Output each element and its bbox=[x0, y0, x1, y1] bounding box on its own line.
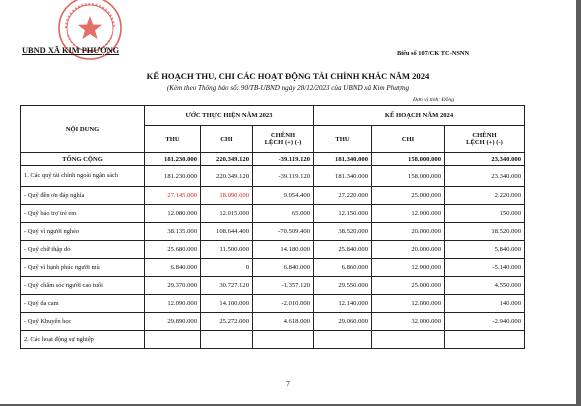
header-chenh-2024: CHÊNH LỆCH (+) (-) bbox=[445, 126, 525, 153]
cell-chenh-2024: 5.840.000 bbox=[445, 241, 525, 259]
cell-chi-2023: 0 bbox=[201, 259, 253, 277]
table-row bbox=[21, 223, 525, 241]
header-content: NỘI DUNG bbox=[21, 106, 145, 153]
header-chenh-2023: CHÊNH LỆCH (+) (-) bbox=[253, 126, 314, 153]
cell-chi-2023: 220.349.120 bbox=[201, 153, 253, 166]
header-chi-2023: CHI bbox=[201, 126, 253, 153]
cell-thu-2024 bbox=[314, 331, 372, 349]
cell-chenh-2024: 18.520.000 bbox=[445, 223, 525, 241]
cell-chi-2023: 18.090.600 bbox=[201, 187, 253, 205]
cell-chi-2024: 20.000.000 bbox=[372, 241, 445, 259]
cell-thu-2023: 12.090.000 bbox=[145, 295, 201, 313]
cell-chi-2023: 11.500.000 bbox=[201, 241, 253, 259]
cell-chi-2023: 30.727.120 bbox=[201, 277, 253, 295]
row-label: TỔNG CỘNG bbox=[21, 153, 145, 166]
cell-thu-2024: 29.060.000 bbox=[314, 313, 372, 331]
cell-chenh-2024: 4.550.000 bbox=[445, 277, 525, 295]
table-row bbox=[21, 331, 525, 349]
cell-chi-2023: 14.100.000 bbox=[201, 295, 253, 313]
cell-chenh-2023: -1.357.120 bbox=[253, 277, 314, 295]
header-estimate-2023: ƯỚC THỰC HIỆN NĂM 2023 bbox=[145, 106, 314, 126]
cell-chenh-2023: -39.119.120 bbox=[253, 166, 314, 187]
row-label: - Quỹ bảo trợ trẻ em bbox=[21, 205, 145, 223]
cell-chi-2023: 220.349.120 bbox=[201, 166, 253, 187]
cell-thu-2024: 181.340.000 bbox=[314, 166, 372, 187]
cell-thu-2023: 27.145.000 bbox=[145, 187, 201, 205]
cell-chenh-2023: 6.840.000 bbox=[253, 259, 314, 277]
cell-chenh-2023: -70.509.400 bbox=[253, 223, 314, 241]
cell-chi-2023: 12.015.000 bbox=[201, 205, 253, 223]
cell-thu-2024: 12.140.000 bbox=[314, 295, 372, 313]
cell-chenh-2023: -2.010.000 bbox=[253, 295, 314, 313]
cell-chi-2024: 158.000.000 bbox=[372, 153, 445, 166]
cell-chenh-2024: 140.000 bbox=[445, 295, 525, 313]
page-number: 7 bbox=[286, 379, 290, 388]
table-row bbox=[21, 259, 525, 277]
cell-chenh-2024 bbox=[445, 331, 525, 349]
table-row bbox=[21, 153, 525, 166]
page-title: KẾ HOẠCH THU, CHI CÁC HOẠT ĐỘNG TÀI CHÍNH KHÁC NĂM 2024 bbox=[146, 71, 430, 81]
cell-chenh-2023: 65.000 bbox=[253, 205, 314, 223]
cell-thu-2024: 38.520.000 bbox=[314, 223, 372, 241]
cell-chenh-2023: 14.180.000 bbox=[253, 241, 314, 259]
cell-chi-2023 bbox=[201, 331, 253, 349]
cell-thu-2023 bbox=[145, 331, 201, 349]
cell-chenh-2024: 23.340.000 bbox=[445, 166, 525, 187]
row-label: - Quỹ Khuyến học bbox=[21, 313, 145, 331]
viewer-edge-right bbox=[576, 0, 581, 406]
cell-chenh-2023: 4.618.000 bbox=[253, 313, 314, 331]
table-row bbox=[21, 205, 525, 223]
cell-chi-2024: 25.000.000 bbox=[372, 277, 445, 295]
cell-chi-2024: 12.000.000 bbox=[372, 259, 445, 277]
cell-chenh-2023: -39.119.120 bbox=[253, 153, 314, 166]
form-code: Biểu số 107/CK TC-NSNN bbox=[397, 50, 470, 57]
cell-chenh-2023 bbox=[253, 331, 314, 349]
cell-thu-2024: 27.220.000 bbox=[314, 187, 372, 205]
header-chi-2024: CHI bbox=[372, 126, 445, 153]
cell-thu-2024: 12.150.000 bbox=[314, 205, 372, 223]
cell-thu-2023: 29.370.000 bbox=[145, 277, 201, 295]
finance-table bbox=[20, 105, 525, 349]
table-row bbox=[21, 241, 525, 259]
cell-chi-2024: 25.000.000 bbox=[372, 187, 445, 205]
row-label: - Quỹ vì người nghèo bbox=[21, 223, 145, 241]
cell-thu-2023: 12.080.000 bbox=[145, 205, 201, 223]
header-thu-2024: THU bbox=[314, 126, 372, 153]
cell-chi-2024: 158.000.000 bbox=[372, 166, 445, 187]
cell-thu-2023: 6.840.000 bbox=[145, 259, 201, 277]
table-row bbox=[21, 166, 525, 187]
unit-note: Đơn vị tính: Đồng bbox=[412, 97, 454, 103]
cell-chi-2024: 32.000.000 bbox=[372, 313, 445, 331]
cell-chi-2023: 108.644.400 bbox=[201, 223, 253, 241]
cell-thu-2023: 29.890.000 bbox=[145, 313, 201, 331]
cell-chenh-2024: 2.220.000 bbox=[445, 187, 525, 205]
table-row bbox=[21, 295, 525, 313]
cell-thu-2024: 25.840.000 bbox=[314, 241, 372, 259]
table-row bbox=[21, 187, 525, 205]
cell-thu-2024: 29.550.000 bbox=[314, 277, 372, 295]
row-label: - Quỹ chăm sóc người cao tuổi bbox=[21, 277, 145, 295]
cell-chenh-2024: -2.940.000 bbox=[445, 313, 525, 331]
cell-thu-2023: 181.230.000 bbox=[145, 153, 201, 166]
cell-chi-2024: 20.000.000 bbox=[372, 223, 445, 241]
cell-chi-2024: 12.000.000 bbox=[372, 205, 445, 223]
row-label: 1. Các quỹ tài chính ngoài ngân sách bbox=[21, 166, 145, 187]
cell-chi-2023: 25.272.000 bbox=[201, 313, 253, 331]
cell-thu-2024: 6.860.000 bbox=[314, 259, 372, 277]
cell-chenh-2024: 150.000 bbox=[445, 205, 525, 223]
header-thu-2023: THU bbox=[145, 126, 201, 153]
cell-thu-2023: 38.135.000 bbox=[145, 223, 201, 241]
cell-chenh-2023: 9.054.400 bbox=[253, 187, 314, 205]
header-plan-2024: KẾ HOẠCH NĂM 2024 bbox=[314, 106, 525, 126]
row-label: - Quỹ chữ thập đỏ bbox=[21, 241, 145, 259]
cell-chi-2024: 12.000.000 bbox=[372, 295, 445, 313]
row-label: - Quỹ da cam bbox=[21, 295, 145, 313]
row-label: 2. Các hoạt động sự nghiệp bbox=[21, 331, 145, 349]
cell-thu-2023: 25.680.000 bbox=[145, 241, 201, 259]
cell-chenh-2024: 23.340.000 bbox=[445, 153, 525, 166]
organization-name: UBND XÃ KIM PHƯỢNG bbox=[22, 46, 120, 55]
row-label: - Quỹ vì hạnh phúc người mù bbox=[21, 259, 145, 277]
cell-thu-2023: 181.230.000 bbox=[145, 166, 201, 187]
cell-chenh-2024: -5.140.000 bbox=[445, 259, 525, 277]
table-row bbox=[21, 313, 525, 331]
cell-chi-2024 bbox=[372, 331, 445, 349]
table-row bbox=[21, 277, 525, 295]
row-label: - Quỹ đền ơn đáp nghĩa bbox=[21, 187, 145, 205]
page-subtitle: (Kèm theo Thông báo số: 90/TB-UBND ngày 28/12/2023 của UBND xã Kim Phượng bbox=[166, 84, 410, 92]
cell-thu-2024: 181.340.000 bbox=[314, 153, 372, 166]
